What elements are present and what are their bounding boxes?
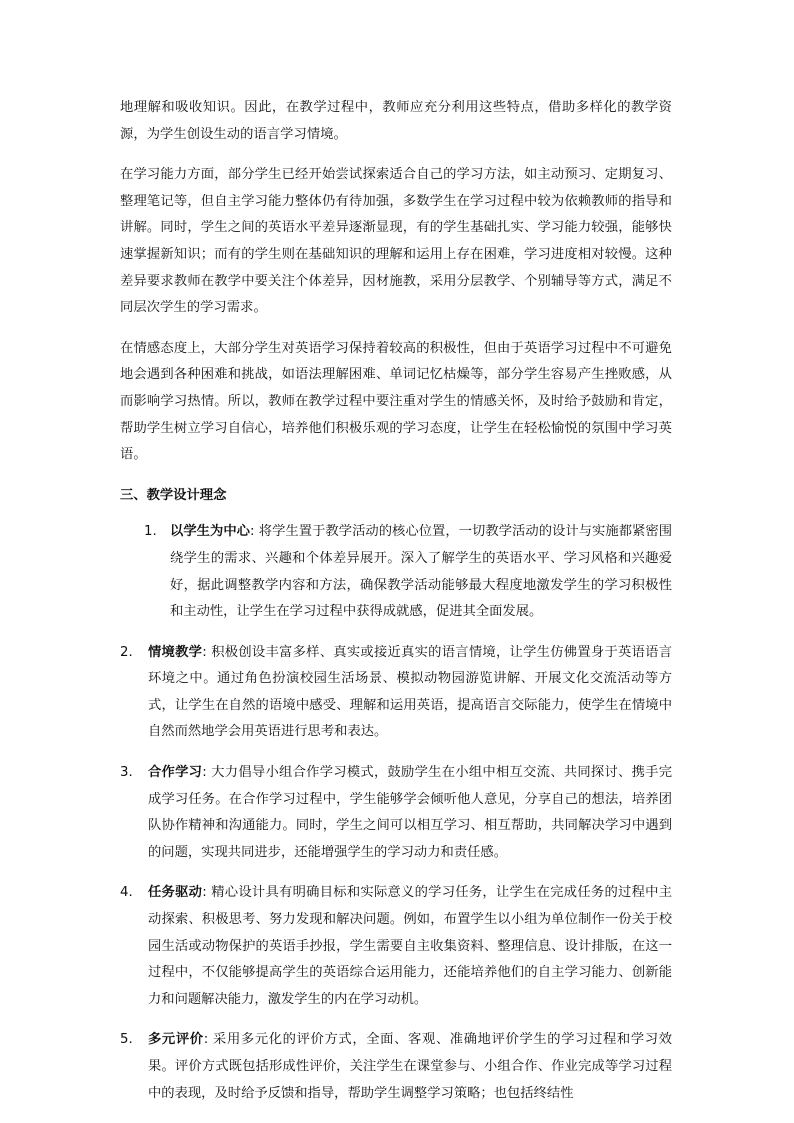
paragraph-learning-ability: 在学习能力方面，部分学生已经开始尝试探索适合自己的学习方法，如主动预习、定期复习、整理笔记等，但自主学习能力整体仍有待加强，多数学生在学习过程中较为依赖教师的指导和讲解。同时，学生之间的英语水平差异逐渐显现，有的学生基础扎实、学习能力较强，能够快速掌握新知识；而有的学生则在基础知识的理解和运用上存在困难，学习进度相对较慢。这种差异要求教师在教学中要关注个体差异，因材施教，采用分层教学、个别辅导等方式，满足不同层次学生的学习需求。: [120, 167, 672, 316]
list-item-number: 2.: [120, 644, 133, 660]
list-item-body: [170, 519, 672, 625]
list-item-student-centered: [144, 519, 672, 625]
section-heading: 三、教学设计理念: [120, 487, 227, 503]
list-item-body: [148, 640, 672, 746]
list-item-text: : 将学生置于教学活动的核心位置，一切教学活动的设计与实施都紧密围绕学生的需求、兴趣和个体差异展开。深入了解学生的英语水平、学习风格和兴趣爱好，据此调整教学内容和方法，确保教学活动能够最大程度地激发学生的学习积极性和主动性，让学生在学习过程中获得成就感，促进其全面发展。: [170, 524, 672, 620]
list-item-task-driven: [120, 880, 672, 1013]
list-item-body: [148, 760, 672, 866]
list-item-diverse-evaluation: [120, 1027, 672, 1107]
document-body: [120, 95, 672, 1121]
list-item-number: 5.: [120, 1032, 133, 1048]
list-item-text: : 积极创设丰富多样、真实或接近真实的语言情境，让学生仿佛置身于英语语言环境之中。通过角色扮演校园生活场景、模拟动物园游览讲解、开展文化交流活动等方式，让学生在自然的语境中感受、理解和运用英语，提高语言交际能力，使学生在情境中自然而然地学会用英语进行思考和表达。: [148, 644, 672, 740]
list-item-body: [148, 1027, 672, 1107]
list-item-number: 3.: [120, 765, 133, 781]
list-item-term: 任务驱动: [148, 885, 203, 901]
list-item-term: 合作学习: [148, 765, 203, 781]
paragraph-continuation: 地理解和吸收知识。因此，在教学过程中，教师应充分利用这些特点，借助多样化的教学资源，为学生创设生动的语言学习情境。: [120, 100, 672, 142]
list-item-situational-teaching: [120, 640, 672, 746]
list-item-term: 多元评价: [148, 1032, 204, 1048]
list-item-term: 情境教学: [148, 644, 203, 660]
list-item-text: : 采用多元化的评价方式，全面、客观、准确地评价学生的学习过程和学习效果。评价方式既包括形成性评价，关注学生在课堂参与、小组合作、作业完成等学习过程中的表现，及时给予反馈和指导，帮助学生调整学习策略；也包括终结性: [148, 1032, 672, 1101]
list-item-text: : 精心设计具有明确目标和实际意义的学习任务，让学生在完成任务的过程中主动探索、积极思考、努力发现和解决问题。例如，布置学生以小组为单位制作一份关于校园生活或动物保护的英语手抄报，学生需要自主收集资料、整理信息、设计排版，在这一过程中，不仅能够提高学生的英语综合运用能力，还能培养他们的自主学习能力、创新能力和问题解决能力，激发学生的内在学习动机。: [148, 885, 672, 1007]
list-item-body: [148, 880, 672, 1013]
list-item-cooperative-learning: [120, 760, 672, 866]
list-item-text: : 大力倡导小组合作学习模式，鼓励学生在小组中相互交流、共同探讨、携手完成学习任务。在合作学习过程中，学生能够学会倾听他人意见，分享自己的想法，培养团队协作精神和沟通能力。同时，学生之间可以相互学习、相互帮助，共同解决学习中遇到的问题，实现共同进步，还能增强学生的学习动力和责任感。: [148, 765, 672, 860]
list-item-number: 4.: [120, 885, 133, 901]
paragraph-emotional-attitude: 在情感态度上，大部分学生对英语学习保持着较高的积极性，但由于英语学习过程中不可避免地会遇到各种困难和挑战，如语法理解困难、单词记忆枯燥等，部分学生容易产生挫败感，从而影响学习热情。所以，教师在教学过程中要注重对学生的情感关怀，及时给予鼓励和肯定，帮助学生树立学习自信心，培养他们积极乐观的学习态度，让学生在轻松愉悦的氛围中学习英语。: [120, 340, 672, 463]
list-item-number: 1.: [144, 524, 157, 540]
list-item-term: 以学生为中心: [170, 524, 250, 540]
